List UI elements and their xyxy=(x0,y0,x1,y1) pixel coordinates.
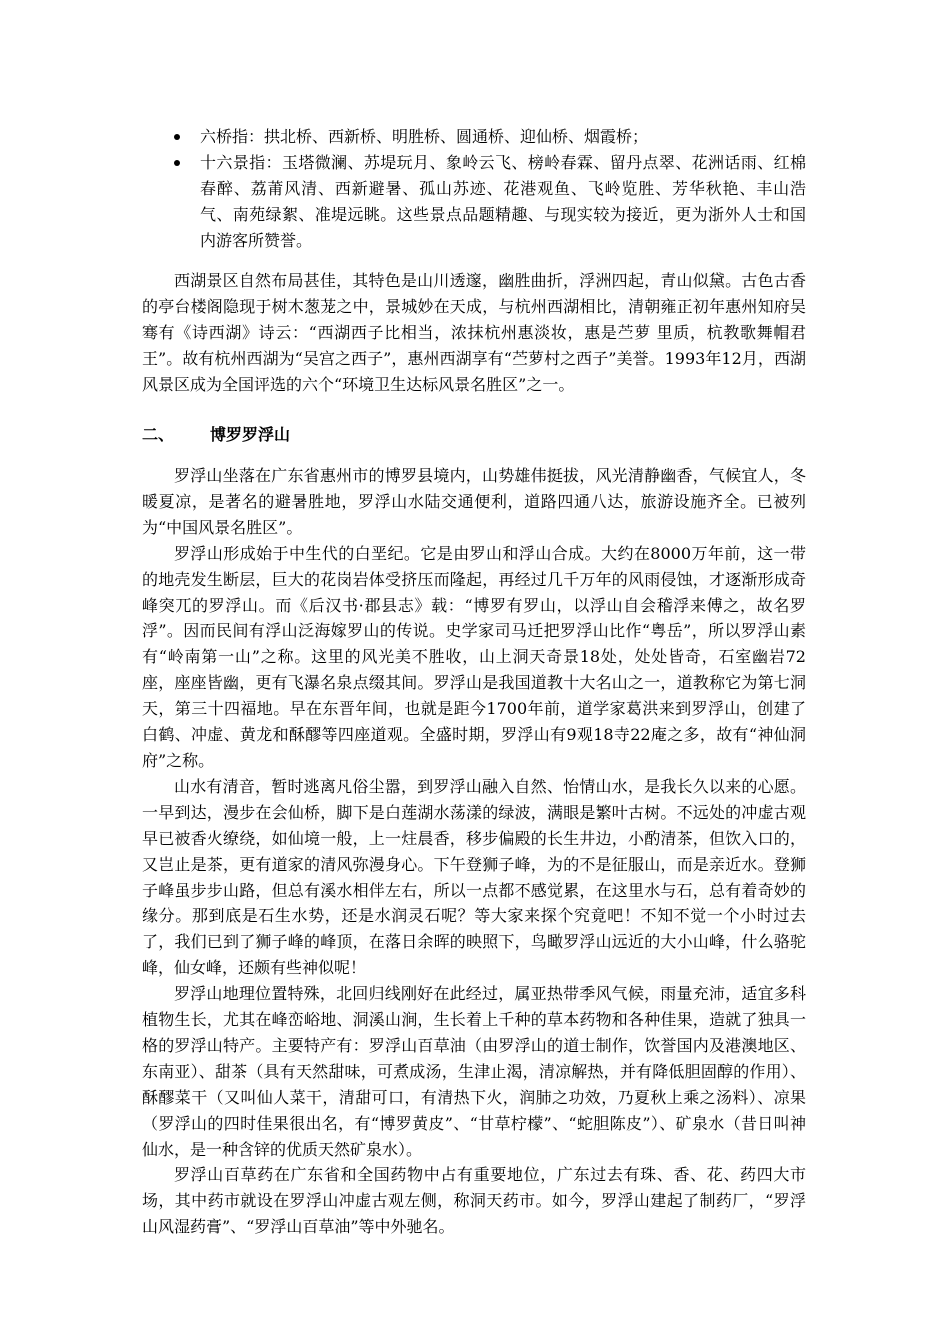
bullet-item-scenes xyxy=(0,150,806,254)
paragraph-overview: 罗浮山坐落在广东省惠州市的博罗县境内，山势雄伟挺拔，风光清静幽香，气候宜人，冬暖夏凉，是著名的避暑胜地，罗浮山水陆交通便利，道路四通八达，旅游设施齐全。已被列为“中国风景名胜区”。 xyxy=(142,466,806,537)
bullet-text: 十六景指：玉塔微澜、苏堤玩月、象岭云飞、榜岭春霖、留丹点翠、花洲话雨、红棉春醉、荔莆风清、西新避暑、孤山苏迹、花港观鱼、飞岭览胜、芳华秋艳、丰山浩气、南苑绿絮、准堤远眺。这些景点品题精趣、与现实较为接近，更为浙外人士和国内游客所赞誉。 xyxy=(200,152,806,250)
bullet-icon xyxy=(174,134,180,140)
section-heading xyxy=(142,422,290,448)
section-body xyxy=(142,463,806,1240)
intro-paragraph: 西湖景区自然布局甚佳，其特色是山川透邃，幽胜曲折，浮洲四起，青山似黛。古色古香的亭台楼阁隐现于树木葱茏之中，景城妙在天成，与杭州西湖相比，清朝雍正初年惠州知府吴骞有《诗西湖》诗云：“西湖西子比相当，浓抹杭州惠淡妆，惠是苎萝 里质，杭教歌舞帽君王”。故有杭州西湖为“吴宫之西子”，惠州西湖享有“苎萝村之西子”美誉。1993年12月，西湖风景区成为全国评选的六个“环境卫生达标风景名胜区”之一。 xyxy=(142,271,806,394)
paragraph-history: 罗浮山形成始于中生代的白垩纪。它是由罗山和浮山合成。大约在8000万年前，这一带的地壳发生断层，巨大的花岗岩体受挤压而隆起，再经过几千万年的风雨侵蚀，才逐渐形成奇峰突兀的罗浮山。而《后汉书·郡县志》载：“博罗有罗山，以浮山自会稽浮来傅之，故名罗浮”。因而民间有浮山泛海嫁罗山的传说。史学家司马迁把罗浮山比作“粤岳”，所以罗浮山素有“岭南第一山”之称。这里的风光美不胜收，山上洞天奇景18处，处处皆奇，石室幽岩72座，座座皆幽，更有飞瀑名泉点缀其间。罗浮山是我国道教十大名山之一，道教称它为第七洞天，第三十四福地。早在东晋年间，也就是距今1700年前，道学家葛洪来到罗浮山，创建了白鹤、冲虚、黄龙和酥醪等四座道观。全盛时期，罗浮山有9观18寺22庵之多，故有“神仙洞府”之称。 xyxy=(142,543,806,770)
bullet-icon xyxy=(174,160,180,166)
section-title: 博罗罗浮山 xyxy=(210,425,291,444)
section-number: 二、 xyxy=(142,425,175,444)
bullet-list xyxy=(0,124,950,254)
paragraph-medicine: 罗浮山百草药在广东省和全国药物中占有重要地位，广东过去有珠、香、花、药四大市场，其中药市就设在罗浮山冲虚古观左侧，称洞天药市。如今，罗浮山建起了制药厂，“罗浮山风湿药膏”、“罗浮山百草油”等中外驰名。 xyxy=(142,1165,806,1237)
bullet-text: 六桥指：拱北桥、西新桥、明胜桥、圆通桥、迎仙桥、烟霞桥； xyxy=(200,127,649,146)
paragraph-travelogue: 山水有清音，暂时逃离凡俗尘嚣，到罗浮山融入自然、怡情山水，是我长久以来的心愿。一早到达，漫步在会仙桥，脚下是白莲湖水荡漾的绿波，满眼是繁叶古树。不远处的冲虚古观早已被香火缭绕，如仙境一般，上一炷晨香，移步偏殿的长生井边，小酌清茶，但饮入口的，又岂止是茶，更有道家的清风弥漫身心。下午登狮子峰，为的不是征服山，而是亲近水。登狮子峰虽步步山路，但总有溪水相伴左右，所以一点都不感觉累，在这里水与石，总有着奇妙的缘分。那到底是石生水势，还是水润灵石呢？等大家来探个究竟吧！不知不觉一个小时过去了，我们已到了狮子峰的峰顶，在落日余晖的映照下，鸟瞰罗浮山远近的大小山峰，什么骆驼峰，仙女峰，还颇有些神似呢！ xyxy=(142,776,806,978)
paragraph-specialties: 罗浮山地理位置特殊，北回归线刚好在此经过，属亚热带季风气候，雨量充沛，适宜多科植物生长，尤其在峰峦峪地、洞溪山涧，生长着上千种的草本药物和各种佳果，造就了独具一格的罗浮山特产。主要特产有：罗浮山百草油（由罗浮山的道士制作，饮誉国内及港澳地区、东南亚）、甜茶（具有天然甜味，可煮成汤，生津止渴，清凉解热，并有降低胆固醇的作用）、酥醪菜干（又叫仙人菜干，清甜可口，有清热下火，润肺之功效，乃夏秋上乘之汤料）、凉果（罗浮山的四时佳果很出名，有“博罗黄皮”、“甘草柠檬”、“蛇胆陈皮”）、矿泉水（昔日叫神仙水，是一种含锌的优质天然矿泉水）。 xyxy=(142,984,806,1159)
bullet-item-bridges xyxy=(0,124,806,150)
